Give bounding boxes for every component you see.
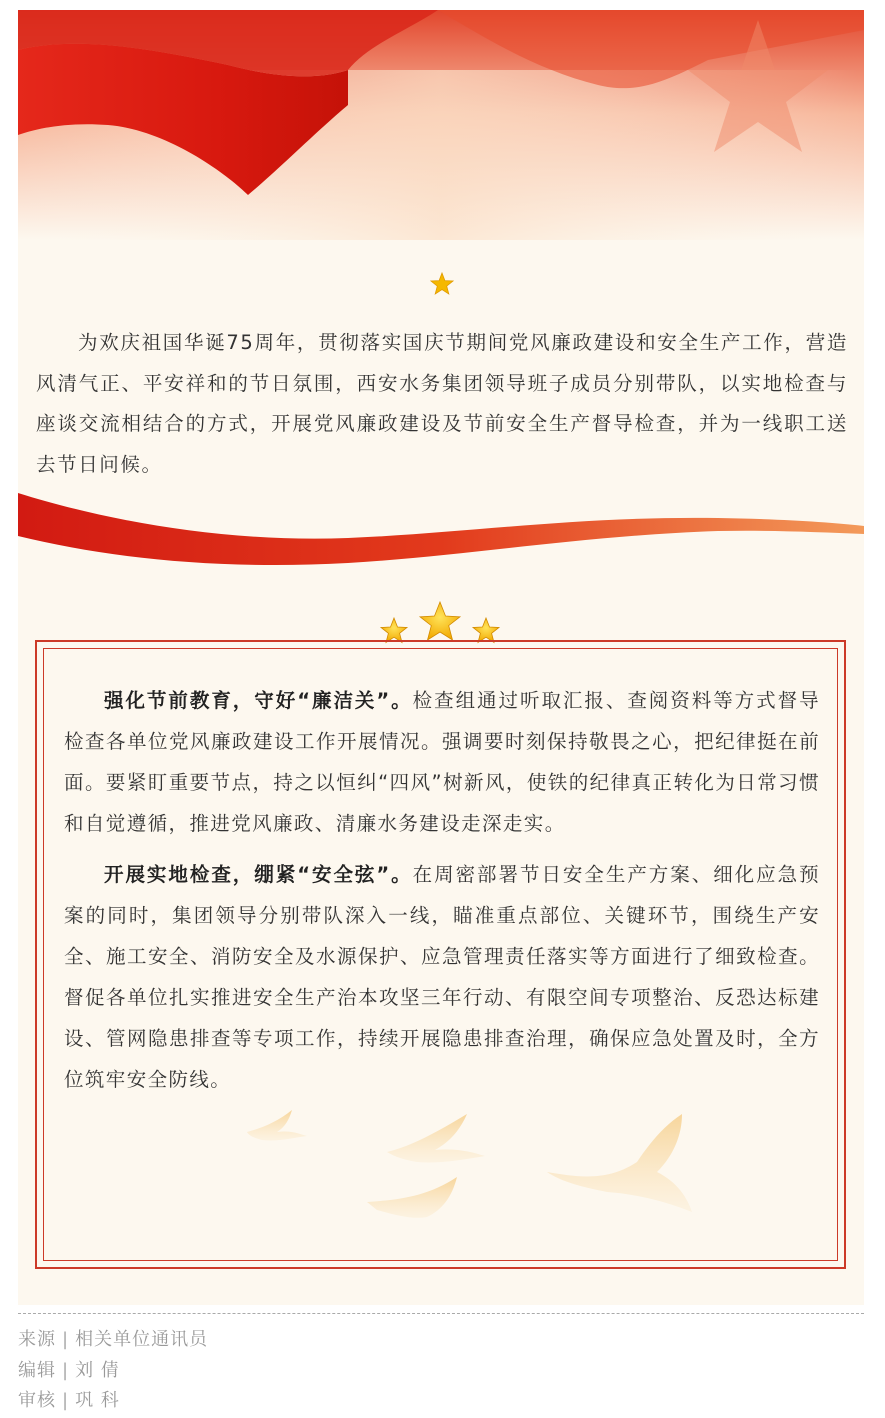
credit-reviewer [18,1386,208,1417]
intro-paragraph: 为欢庆祖国华诞75周年，贯彻落实国庆节期间党风廉政建设和安全生产工作，营造风清气正、平安祥和的节日氛围，西安水务集团领导班子成员分别带队，以实地检查与座谈交流相结合的方式，开展党风廉政建设及节前安全生产督导检查，并为一线职工送去节日问候。 [36,331,848,476]
credit-label: 审核 [18,1390,56,1411]
article-card [18,10,864,1305]
credit-separator: | [62,1359,70,1381]
red-flag-banner [18,10,864,240]
credit-value: 刘 倩 [75,1359,120,1381]
divider-line [18,1313,864,1314]
credit-label: 来源 [18,1329,56,1350]
content-frame [35,640,846,1269]
credit-label: 编辑 [18,1359,56,1381]
heading-education: 强化节前教育，守好“廉洁关”。 [104,689,413,712]
credit-value: 巩 科 [75,1390,120,1411]
credit-value: 相关单位通讯员 [75,1329,209,1350]
credit-editor [18,1356,208,1387]
heading-safety: 开展实地检查，绷紧“安全弦”。 [104,863,413,886]
paragraph-education [64,680,820,844]
paragraph-safety [64,854,820,1100]
star-icon [430,272,454,296]
credits [18,1325,208,1417]
dove-silhouettes [237,1102,737,1242]
body-safety: 在周密部署节日安全生产方案、细化应急预案的同时，集团领导分别带队深入一线，瞄准重点部位、关键环节，围绕生产安全、施工安全、消防安全及水源保护、应急管理责任落实等方面进行了细致检查。督促各单位扎实推进安全生产治本攻坚三年行动、有限空间专项整治、反恐达标建设、管网隐患排查等专项工作，持续开展隐患排查治理，确保应急处置及时，全方位筑牢安全防线。 [64,863,820,1091]
ribbon [18,488,864,588]
credit-separator: | [62,1329,70,1350]
body-education: 检查组通过听取汇报、查阅资料等方式督导检查各单位党风廉政建设工作开展情况。强调要时刻保持敬畏之心，把纪律挺在前面。要紧盯重要节点，持之以恒纠“四风”树新风，使铁的纪律真正转化为日常习惯和自觉遵循，推进党风廉政、清廉水务建设走深走实。 [64,689,820,835]
credit-separator: | [62,1390,70,1411]
credit-source [18,1325,208,1356]
